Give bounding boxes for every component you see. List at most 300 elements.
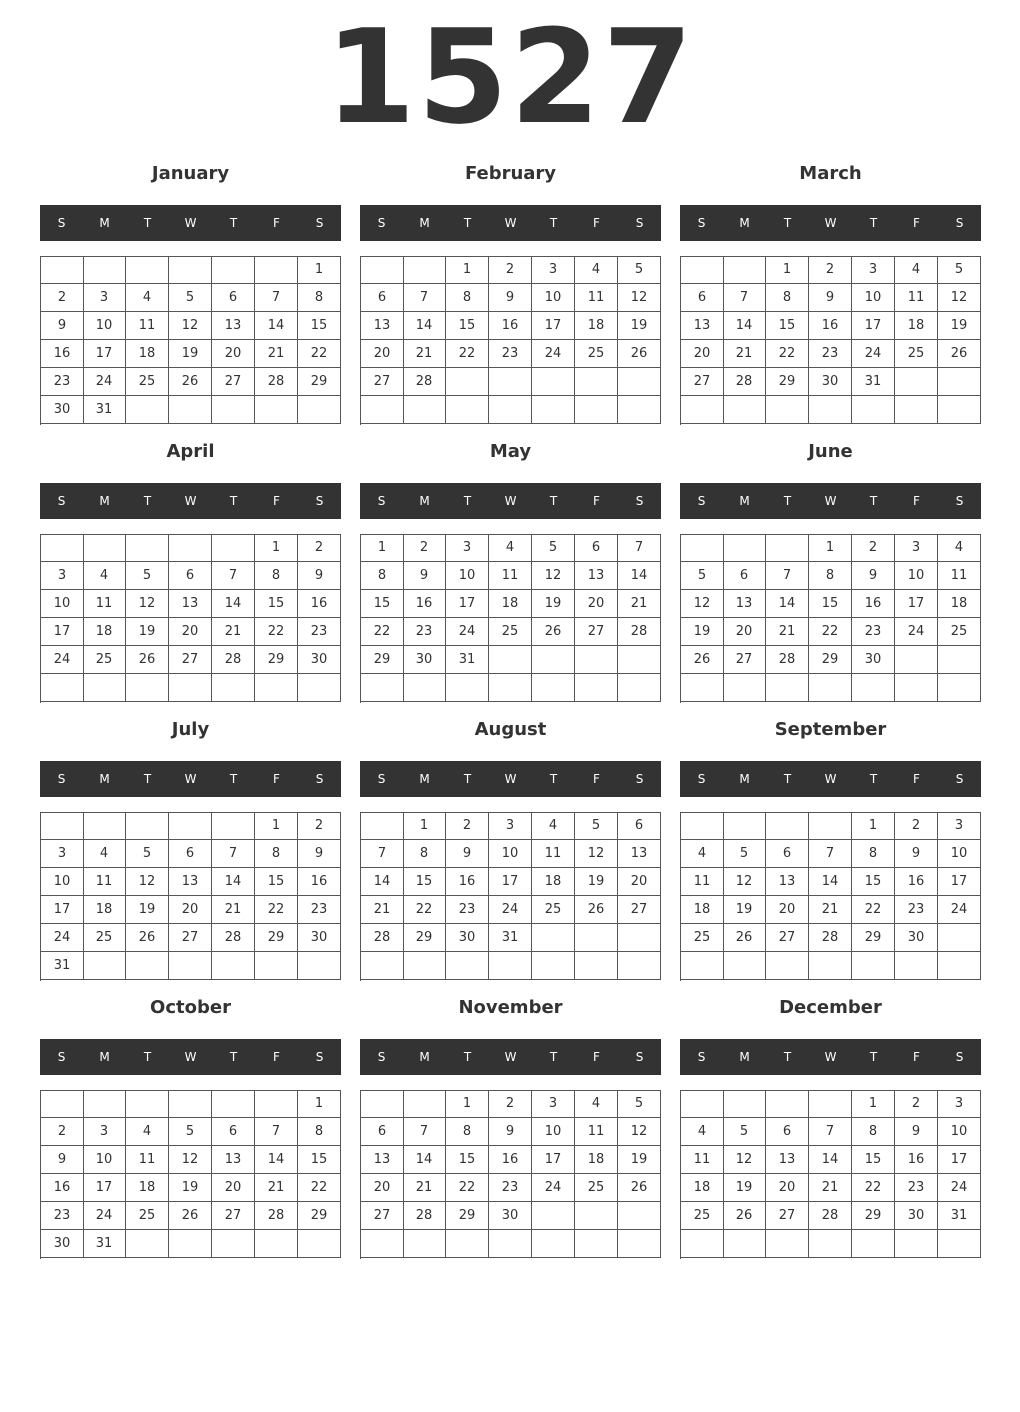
day-cell: 26 [680,646,724,674]
day-cell: 17 [532,312,575,340]
day-cell: 26 [169,368,212,396]
day-cell: 2 [852,534,895,562]
day-cell: 11 [575,284,618,312]
day-cell: 25 [575,340,618,368]
weekday-header [360,761,661,797]
day-grid [40,256,341,425]
day-cell: 23 [489,340,532,368]
day-grid [40,1090,341,1259]
day-grid [360,1090,661,1259]
day-cell: 23 [809,340,852,368]
day-cell: 20 [212,340,255,368]
day-cell: 31 [83,396,126,424]
day-cell: 21 [212,618,255,646]
day-cell: 10 [83,312,126,340]
day-cell: 14 [360,868,404,896]
day-cell [403,674,446,702]
day-cell: 25 [895,340,938,368]
day-cell: 20 [169,896,212,924]
weekday-label: T [143,1050,152,1064]
month-name: May [489,441,532,462]
day-cell: 12 [618,1118,661,1146]
day-cell: 19 [169,340,212,368]
day-cell: 1 [809,534,852,562]
day-cell: 26 [723,1202,766,1230]
day-cell [83,952,126,980]
day-cell [212,396,255,424]
day-grid [360,812,661,981]
day-grid [360,534,661,703]
day-cell: 14 [809,1146,852,1174]
day-cell [618,368,661,396]
day-cell: 28 [809,924,852,952]
day-cell: 19 [618,1146,661,1174]
day-cell: 29 [766,368,809,396]
weekday-label: W [504,216,517,230]
day-cell: 7 [212,562,255,590]
day-cell [766,1230,809,1258]
day-cell: 25 [680,1202,724,1230]
day-cell [489,1230,532,1258]
day-cell: 20 [360,1174,404,1202]
day-cell: 11 [680,1146,724,1174]
day-cell: 7 [809,1118,852,1146]
day-cell: 30 [298,924,341,952]
weekday-label: F [593,772,600,786]
day-cell: 28 [809,1202,852,1230]
day-cell: 29 [255,924,298,952]
day-cell [575,396,618,424]
weekday-label: M [99,772,110,786]
day-cell: 26 [618,340,661,368]
day-cell: 21 [809,1174,852,1202]
day-cell: 20 [766,1174,809,1202]
day-cell: 20 [618,868,661,896]
day-cell [618,674,661,702]
day-cell: 22 [298,1174,341,1202]
day-cell: 27 [575,618,618,646]
day-cell [360,674,404,702]
day-cell: 30 [895,924,938,952]
weekday-label: W [504,1050,517,1064]
day-cell: 23 [489,1174,532,1202]
day-cell: 28 [212,924,255,952]
day-cell [403,1090,446,1118]
day-cell: 14 [618,562,661,590]
day-cell: 30 [809,368,852,396]
day-cell: 19 [126,896,169,924]
day-cell: 13 [169,590,212,618]
day-cell: 21 [403,340,446,368]
day-cell: 12 [723,868,766,896]
weekday-label: T [229,772,238,786]
day-cell [212,534,255,562]
weekday-label: T [143,772,152,786]
day-cell [446,1230,489,1258]
day-cell: 29 [852,924,895,952]
weekday-label: M [739,216,750,230]
day-cell [575,924,618,952]
day-cell: 6 [169,562,212,590]
weekday-label: F [913,494,920,508]
weekday-label: F [913,772,920,786]
day-cell: 8 [360,562,404,590]
day-cell [852,396,895,424]
day-cell: 15 [403,868,446,896]
day-cell: 2 [895,1090,938,1118]
day-cell: 9 [40,1146,84,1174]
day-cell: 16 [446,868,489,896]
day-cell: 4 [489,534,532,562]
day-cell [723,1230,766,1258]
day-cell: 29 [360,646,404,674]
day-cell: 1 [403,812,446,840]
day-cell: 18 [126,340,169,368]
day-cell: 6 [360,284,404,312]
day-cell: 27 [360,368,404,396]
day-cell: 7 [403,1118,446,1146]
day-cell: 26 [126,924,169,952]
month-name: August [474,719,547,740]
day-cell: 19 [532,590,575,618]
day-grid [360,256,661,425]
weekday-label: S [635,494,644,508]
day-cell: 23 [403,618,446,646]
day-cell: 15 [809,590,852,618]
day-cell: 27 [212,368,255,396]
day-cell: 12 [169,312,212,340]
day-cell [680,1230,724,1258]
day-cell [938,368,981,396]
day-cell [83,534,126,562]
day-cell [126,952,169,980]
day-cell: 7 [255,284,298,312]
day-cell: 17 [83,340,126,368]
day-cell: 10 [532,284,575,312]
day-cell: 10 [938,1118,981,1146]
day-cell: 26 [126,646,169,674]
weekday-label: T [869,772,878,786]
day-cell: 22 [809,618,852,646]
day-cell: 10 [852,284,895,312]
day-cell [895,646,938,674]
day-cell: 21 [212,896,255,924]
day-cell [83,1090,126,1118]
weekday-header [680,483,981,519]
day-cell: 2 [446,812,489,840]
day-cell [938,674,981,702]
day-cell: 12 [618,284,661,312]
weekday-header [680,205,981,241]
day-cell: 12 [532,562,575,590]
weekday-label: W [184,772,197,786]
day-cell: 2 [489,256,532,284]
day-cell: 10 [40,590,84,618]
day-cell [532,924,575,952]
day-cell: 6 [766,1118,809,1146]
day-cell: 12 [723,1146,766,1174]
day-cell [489,646,532,674]
day-cell [809,952,852,980]
day-cell: 30 [403,646,446,674]
day-cell [680,952,724,980]
day-cell: 25 [575,1174,618,1202]
day-cell [809,674,852,702]
day-cell: 18 [680,1174,724,1202]
day-cell: 29 [403,924,446,952]
day-cell: 16 [403,590,446,618]
day-cell: 21 [766,618,809,646]
weekday-header [40,483,341,519]
day-cell: 12 [938,284,981,312]
day-cell: 5 [618,1090,661,1118]
day-cell [680,812,724,840]
day-cell: 19 [575,868,618,896]
day-cell: 4 [575,256,618,284]
day-cell: 19 [723,1174,766,1202]
day-cell: 2 [809,256,852,284]
day-cell [852,1230,895,1258]
weekday-label: S [697,772,706,786]
day-cell: 2 [895,812,938,840]
weekday-label: F [913,216,920,230]
day-cell: 20 [766,896,809,924]
day-cell [938,924,981,952]
day-cell [532,368,575,396]
day-cell: 4 [126,1118,169,1146]
day-cell: 17 [938,1146,981,1174]
weekday-label: T [869,494,878,508]
day-cell [169,256,212,284]
day-cell: 25 [126,368,169,396]
day-cell [766,952,809,980]
day-cell: 27 [169,924,212,952]
day-cell: 16 [809,312,852,340]
day-cell [489,368,532,396]
weekday-label: W [184,494,197,508]
weekday-header [40,761,341,797]
day-cell: 17 [852,312,895,340]
day-cell: 18 [575,312,618,340]
day-cell: 10 [40,868,84,896]
day-cell: 15 [852,1146,895,1174]
day-cell: 13 [680,312,724,340]
day-cell [169,534,212,562]
day-cell [446,952,489,980]
weekday-label: T [549,216,558,230]
weekday-header [360,1039,661,1075]
day-cell: 30 [40,396,84,424]
day-cell: 10 [446,562,489,590]
day-cell: 11 [680,868,724,896]
day-cell [895,952,938,980]
day-cell: 13 [212,312,255,340]
day-cell: 7 [212,840,255,868]
weekday-label: M [99,1050,110,1064]
day-cell: 5 [723,840,766,868]
day-cell: 24 [852,340,895,368]
day-cell [895,1230,938,1258]
day-cell: 11 [575,1118,618,1146]
weekday-label: M [739,494,750,508]
month-name: February [464,163,557,184]
day-cell [298,396,341,424]
day-cell: 25 [532,896,575,924]
day-cell [40,812,84,840]
day-cell [169,1230,212,1258]
day-cell: 23 [446,896,489,924]
day-cell: 14 [766,590,809,618]
day-cell: 27 [680,368,724,396]
day-cell: 28 [212,646,255,674]
weekday-label: S [697,494,706,508]
day-cell [766,1090,809,1118]
day-cell: 16 [852,590,895,618]
weekday-label: S [377,216,386,230]
day-cell [212,1090,255,1118]
day-cell: 9 [40,312,84,340]
day-cell: 16 [895,1146,938,1174]
day-cell: 11 [83,868,126,896]
day-cell: 9 [489,284,532,312]
day-cell: 23 [895,1174,938,1202]
weekday-label: T [463,772,472,786]
day-cell: 19 [618,312,661,340]
day-cell: 21 [723,340,766,368]
weekday-label: S [955,494,964,508]
day-cell: 9 [489,1118,532,1146]
day-cell: 21 [618,590,661,618]
day-cell: 3 [895,534,938,562]
day-cell: 18 [489,590,532,618]
day-cell: 30 [298,646,341,674]
month-name: April [166,441,215,462]
day-cell: 5 [532,534,575,562]
day-cell: 3 [532,1090,575,1118]
day-cell: 28 [403,368,446,396]
day-cell [618,646,661,674]
day-cell: 25 [126,1202,169,1230]
day-cell [532,1202,575,1230]
day-cell: 22 [446,340,489,368]
weekday-label: S [635,1050,644,1064]
day-cell: 24 [83,368,126,396]
day-cell [255,1090,298,1118]
day-cell: 9 [446,840,489,868]
day-cell: 5 [126,562,169,590]
day-cell: 7 [255,1118,298,1146]
day-cell: 8 [809,562,852,590]
weekday-label: T [783,494,792,508]
day-cell [938,1230,981,1258]
day-cell: 17 [446,590,489,618]
day-cell [360,256,404,284]
day-cell: 29 [298,1202,341,1230]
day-cell [212,1230,255,1258]
day-cell [83,256,126,284]
day-cell: 6 [360,1118,404,1146]
day-cell [618,1202,661,1230]
day-cell: 31 [489,924,532,952]
weekday-label: T [783,216,792,230]
day-cell: 10 [489,840,532,868]
day-cell: 9 [403,562,446,590]
day-cell: 21 [403,1174,446,1202]
weekday-label: W [824,1050,837,1064]
weekday-header [40,205,341,241]
day-cell: 4 [575,1090,618,1118]
day-cell: 6 [680,284,724,312]
day-cell: 25 [83,924,126,952]
day-cell: 25 [83,646,126,674]
day-cell: 29 [298,368,341,396]
day-cell [169,952,212,980]
day-cell [298,952,341,980]
day-cell [403,952,446,980]
day-cell [212,812,255,840]
month-name: June [808,441,853,462]
day-cell: 1 [446,1090,489,1118]
day-cell [809,396,852,424]
day-cell [255,256,298,284]
day-cell: 11 [83,590,126,618]
day-cell: 3 [938,1090,981,1118]
day-cell: 23 [40,1202,84,1230]
day-cell: 24 [532,1174,575,1202]
weekday-label: T [143,216,152,230]
weekday-label: T [549,772,558,786]
day-cell: 30 [852,646,895,674]
day-cell [360,952,404,980]
weekday-label: T [463,1050,472,1064]
day-cell: 9 [298,562,341,590]
day-cell [360,812,404,840]
day-cell: 24 [446,618,489,646]
day-grid [680,1090,981,1259]
day-cell: 25 [680,924,724,952]
day-cell: 11 [532,840,575,868]
day-cell [255,396,298,424]
day-cell: 14 [403,1146,446,1174]
day-cell: 11 [489,562,532,590]
day-cell: 26 [618,1174,661,1202]
day-cell [809,812,852,840]
day-cell: 15 [255,868,298,896]
day-cell [618,1230,661,1258]
day-cell: 14 [809,868,852,896]
day-cell: 6 [212,1118,255,1146]
day-cell: 6 [766,840,809,868]
day-cell [255,674,298,702]
weekday-header [40,1039,341,1075]
day-cell: 3 [40,840,84,868]
weekday-label: W [184,1050,197,1064]
day-cell: 10 [938,840,981,868]
day-cell: 31 [446,646,489,674]
day-cell [360,396,404,424]
day-cell: 26 [169,1202,212,1230]
day-cell: 16 [895,868,938,896]
day-cell [126,1230,169,1258]
day-cell: 27 [212,1202,255,1230]
day-cell: 26 [532,618,575,646]
weekday-label: S [315,1050,324,1064]
day-cell [680,674,724,702]
weekday-header [680,1039,981,1075]
day-cell: 11 [126,312,169,340]
day-cell: 22 [255,618,298,646]
day-cell [680,256,724,284]
